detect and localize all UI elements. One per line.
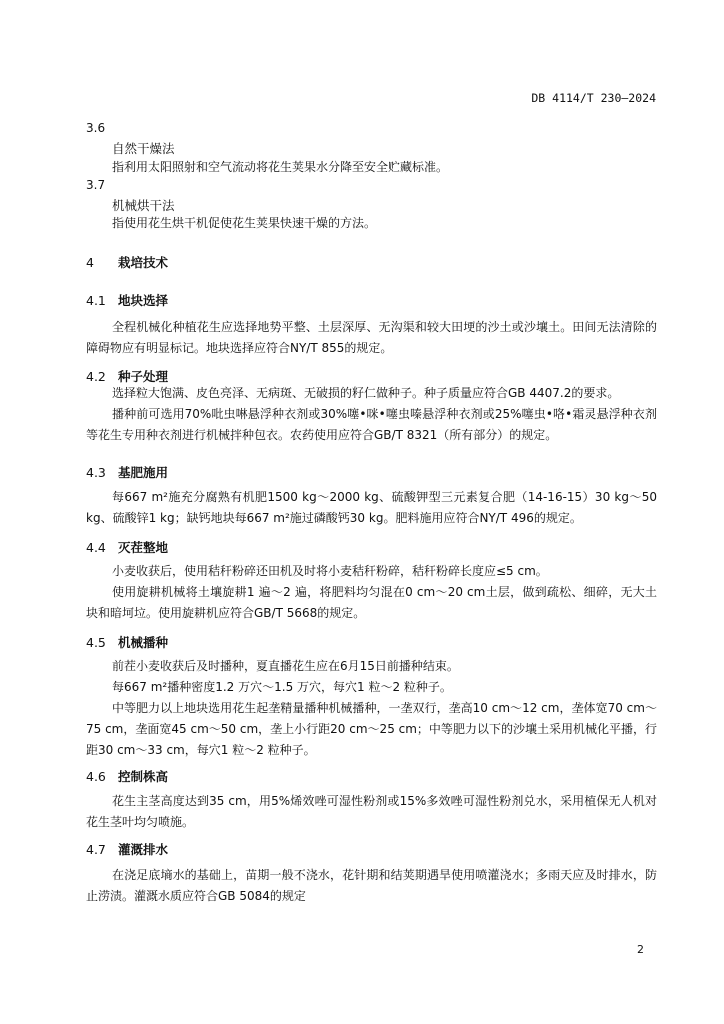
section-body [86, 561, 657, 624]
section-title: 控制株高 [118, 769, 169, 784]
paragraph: 每667 m²施充分腐熟有机肥1500 kg～2000 kg、硫酸钾型三元素复合肥（14-16-15）30 kg～50 kg、硫酸锌1 kg；缺钙地块每667 m²施过磷酸钙30 kg。肥料施用应符合NY/T 496的规定。 [86, 490, 657, 525]
paragraph: 花生主茎高度达到35 cm，用5%烯效唑可湿性粉剂或15%多效唑可湿性粉剂兑水，采用植保无人机对花生茎叶均匀喷施。 [86, 794, 657, 829]
paragraph: 全程机械化种植花生应选择地势平整、土层深厚、无沟渠和较大田埂的沙土或沙壤土。田间无法清除的障碍物应有明显标记。地块选择应符合NY/T 855的规定。 [86, 320, 657, 355]
term-definition: 指利用太阳照射和空气流动将花生荚果水分降至安全贮藏标准。 [112, 160, 449, 174]
paragraph: 使用旋耕机械将土壤旋耕1 遍～2 遍，将肥料均匀混在0 cm～20 cm土层，做到疏松、细碎，无大土块和暗坷垃。使用旋耕机应符合GB/T 5668的规定。 [86, 585, 657, 620]
section-heading [86, 463, 168, 481]
section-heading [86, 633, 168, 651]
section-number: 4.1 [86, 293, 106, 308]
section-body [86, 383, 657, 446]
paragraph: 前茬小麦收获后及时播种，夏直播花生应在6月15日前播种结束。 [112, 659, 459, 673]
paragraph: 播种前可选用70%吡虫啉悬浮种衣剂或30%噻•咪•噻虫嗪悬浮种衣剂或25%噻虫•咯•霜灵悬浮种衣剂等花生专用种衣剂进行机械拌种包衣。农药使用应符合GB/T 8321（所有部分）的规定。 [86, 407, 657, 442]
document-id: DB 4114/T 230—2024 [531, 91, 656, 105]
clause-number: 3.7 [86, 178, 106, 192]
section-heading [86, 840, 168, 858]
section-title: 灭茬整地 [118, 540, 169, 555]
section-number: 4.5 [86, 635, 106, 650]
section-number: 4.6 [86, 769, 106, 784]
chapter-title: 栽培技术 [118, 255, 169, 270]
section-title: 基肥施用 [118, 465, 169, 480]
paragraph: 选择粒大饱满、皮色亮泽、无病斑、无破损的籽仁做种子。种子质量应符合GB 4407.2的要求。 [112, 386, 620, 400]
paragraph: 小麦收获后，使用秸秆粉碎还田机及时将小麦秸秆粉碎，秸秆粉碎长度应≤5 cm。 [112, 564, 548, 578]
section-number: 4.7 [86, 842, 106, 857]
paragraph: 每667 m²播种密度1.2 万穴～1.5 万穴，每穴1 粒～2 粒种子。 [112, 680, 452, 694]
section-number: 4.2 [86, 369, 106, 384]
section-heading [86, 767, 168, 785]
section-body [86, 487, 657, 529]
section-heading [86, 538, 168, 556]
clause-number: 3.6 [86, 121, 106, 135]
section-body [86, 656, 657, 761]
paragraph: 中等肥力以上地块选用花生起垄精量播种机械播种，一垄双行，垄高10 cm～12 cm，垄体宽70 cm～75 cm，垄面宽45 cm～50 cm，垄上小行距20 cm～25 cm；中等肥力以下的沙壤土采用机械化平播，行距30 cm～33 cm，每穴1 粒～2 粒种子。 [86, 701, 657, 757]
paragraph: 在浇足底墒水的基础上，苗期一般不浇水，花针期和结荚期遇旱使用喷灌浇水；多雨天应及时排水，防止涝渍。灌溉水质应符合GB 5084的规定 [86, 868, 657, 903]
term-title: 机械烘干法 [112, 198, 175, 213]
section-title: 种子处理 [118, 369, 169, 384]
term-title: 自然干燥法 [112, 141, 175, 156]
section-title: 机械播种 [118, 635, 169, 650]
section-body [86, 865, 657, 907]
term-definition: 指使用花生烘干机促使花生荚果快速干燥的方法。 [112, 216, 377, 230]
section-title: 地块选择 [118, 293, 169, 308]
chapter-number: 4 [86, 255, 94, 270]
section-heading [86, 291, 168, 309]
section-number: 4.3 [86, 465, 106, 480]
section-number: 4.4 [86, 540, 106, 555]
section-title: 灌溉排水 [118, 842, 169, 857]
page-number: 2 [637, 943, 644, 956]
chapter-heading [86, 253, 168, 271]
section-body [86, 791, 657, 833]
section-body [86, 317, 657, 359]
